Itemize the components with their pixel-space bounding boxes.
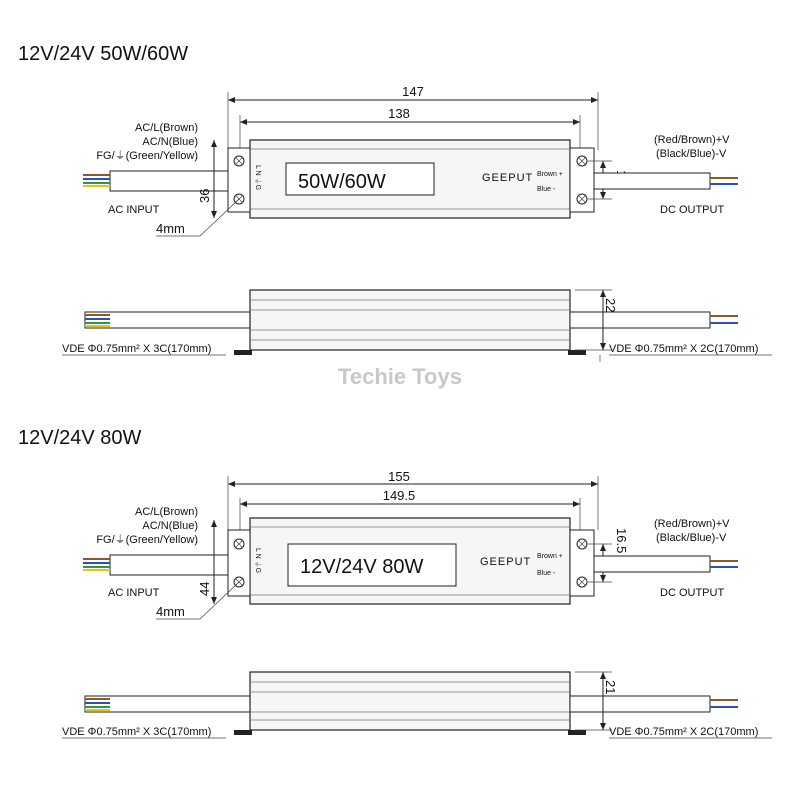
dim-hole-spacing-value: 16.5 — [614, 528, 629, 554]
dc-positive-label: (Red/Brown)+V — [654, 134, 730, 146]
product-label: 12V/24V 80W — [300, 556, 424, 578]
brand-label: GEEPUT — [482, 172, 534, 184]
dim-total-value: 147 — [402, 84, 424, 99]
ac-ground-label: FG/⏚(Green/Yellow) — [96, 534, 198, 546]
dim-mount-value: 138 — [388, 106, 410, 121]
product-label: 50W/60W — [298, 171, 386, 193]
pin-labels: L N ⏚G — [254, 165, 261, 191]
output-cable — [594, 556, 738, 572]
variant-80w — [18, 427, 772, 738]
driver-top-view — [228, 140, 594, 218]
dc-negative-label: (Black/Blue)-V — [656, 148, 727, 160]
driver-top-view — [228, 518, 594, 604]
dim-mount-value: 149.5 — [382, 488, 416, 503]
ac-live-label: AC/L(Brown) — [135, 122, 198, 134]
input-cable — [83, 555, 250, 575]
input-cable-spec: VDE Φ0.75mm² X 3C(170mm) — [62, 343, 212, 355]
dim-height-value: 44 — [197, 581, 212, 596]
output-cable-spec: VDE Φ0.75mm² X 2C(170mm) — [609, 726, 759, 738]
watermark-text: Techie Toys — [338, 364, 462, 389]
dim-total-value: 155 — [388, 469, 410, 484]
output-brown-label: Brown + — [537, 553, 563, 560]
dc-positive-label: (Red/Brown)+V — [654, 518, 730, 530]
driver-side-view — [62, 672, 772, 738]
ac-input-label: AC INPUT — [108, 204, 160, 216]
ac-neutral-label: AC/N(Blue) — [142, 136, 198, 148]
brand-label: GEEPUT — [480, 556, 532, 568]
output-blue-label: Blue - — [537, 570, 556, 577]
dim-thickness-value: 22 — [603, 298, 618, 313]
input-cable — [83, 171, 250, 191]
ac-live-label: AC/L(Brown) — [135, 506, 198, 518]
dim-thickness-value: 21 — [603, 680, 618, 695]
input-cable-spec: VDE Φ0.75mm² X 3C(170mm) — [62, 726, 212, 738]
hole-size-callout — [156, 199, 239, 236]
variant-title: 12V/24V 80W — [18, 427, 142, 449]
dim-height-value: 36 — [197, 188, 212, 203]
pin-labels: L N ⏚G — [254, 548, 261, 574]
dim-hole-value: 4mm — [156, 221, 185, 236]
dc-output-label: DC OUTPUT — [660, 587, 725, 599]
ac-ground-label: FG/⏚(Green/Yellow) — [96, 150, 198, 162]
output-brown-label: Brown + — [537, 171, 563, 178]
dim-hole-value: 4mm — [156, 604, 185, 619]
ac-input-label: AC INPUT — [108, 587, 160, 599]
dc-negative-label: (Black/Blue)-V — [656, 532, 727, 544]
output-cable — [594, 173, 738, 189]
output-cable-spec: VDE Φ0.75mm² X 2C(170mm) — [609, 343, 759, 355]
driver-side-view — [62, 290, 772, 362]
dc-output-label: DC OUTPUT — [660, 204, 725, 216]
ac-neutral-label: AC/N(Blue) — [142, 520, 198, 532]
output-blue-label: Blue - — [537, 186, 556, 193]
variant-50w-60w — [18, 43, 772, 362]
variant-title: 12V/24V 50W/60W — [18, 43, 189, 65]
